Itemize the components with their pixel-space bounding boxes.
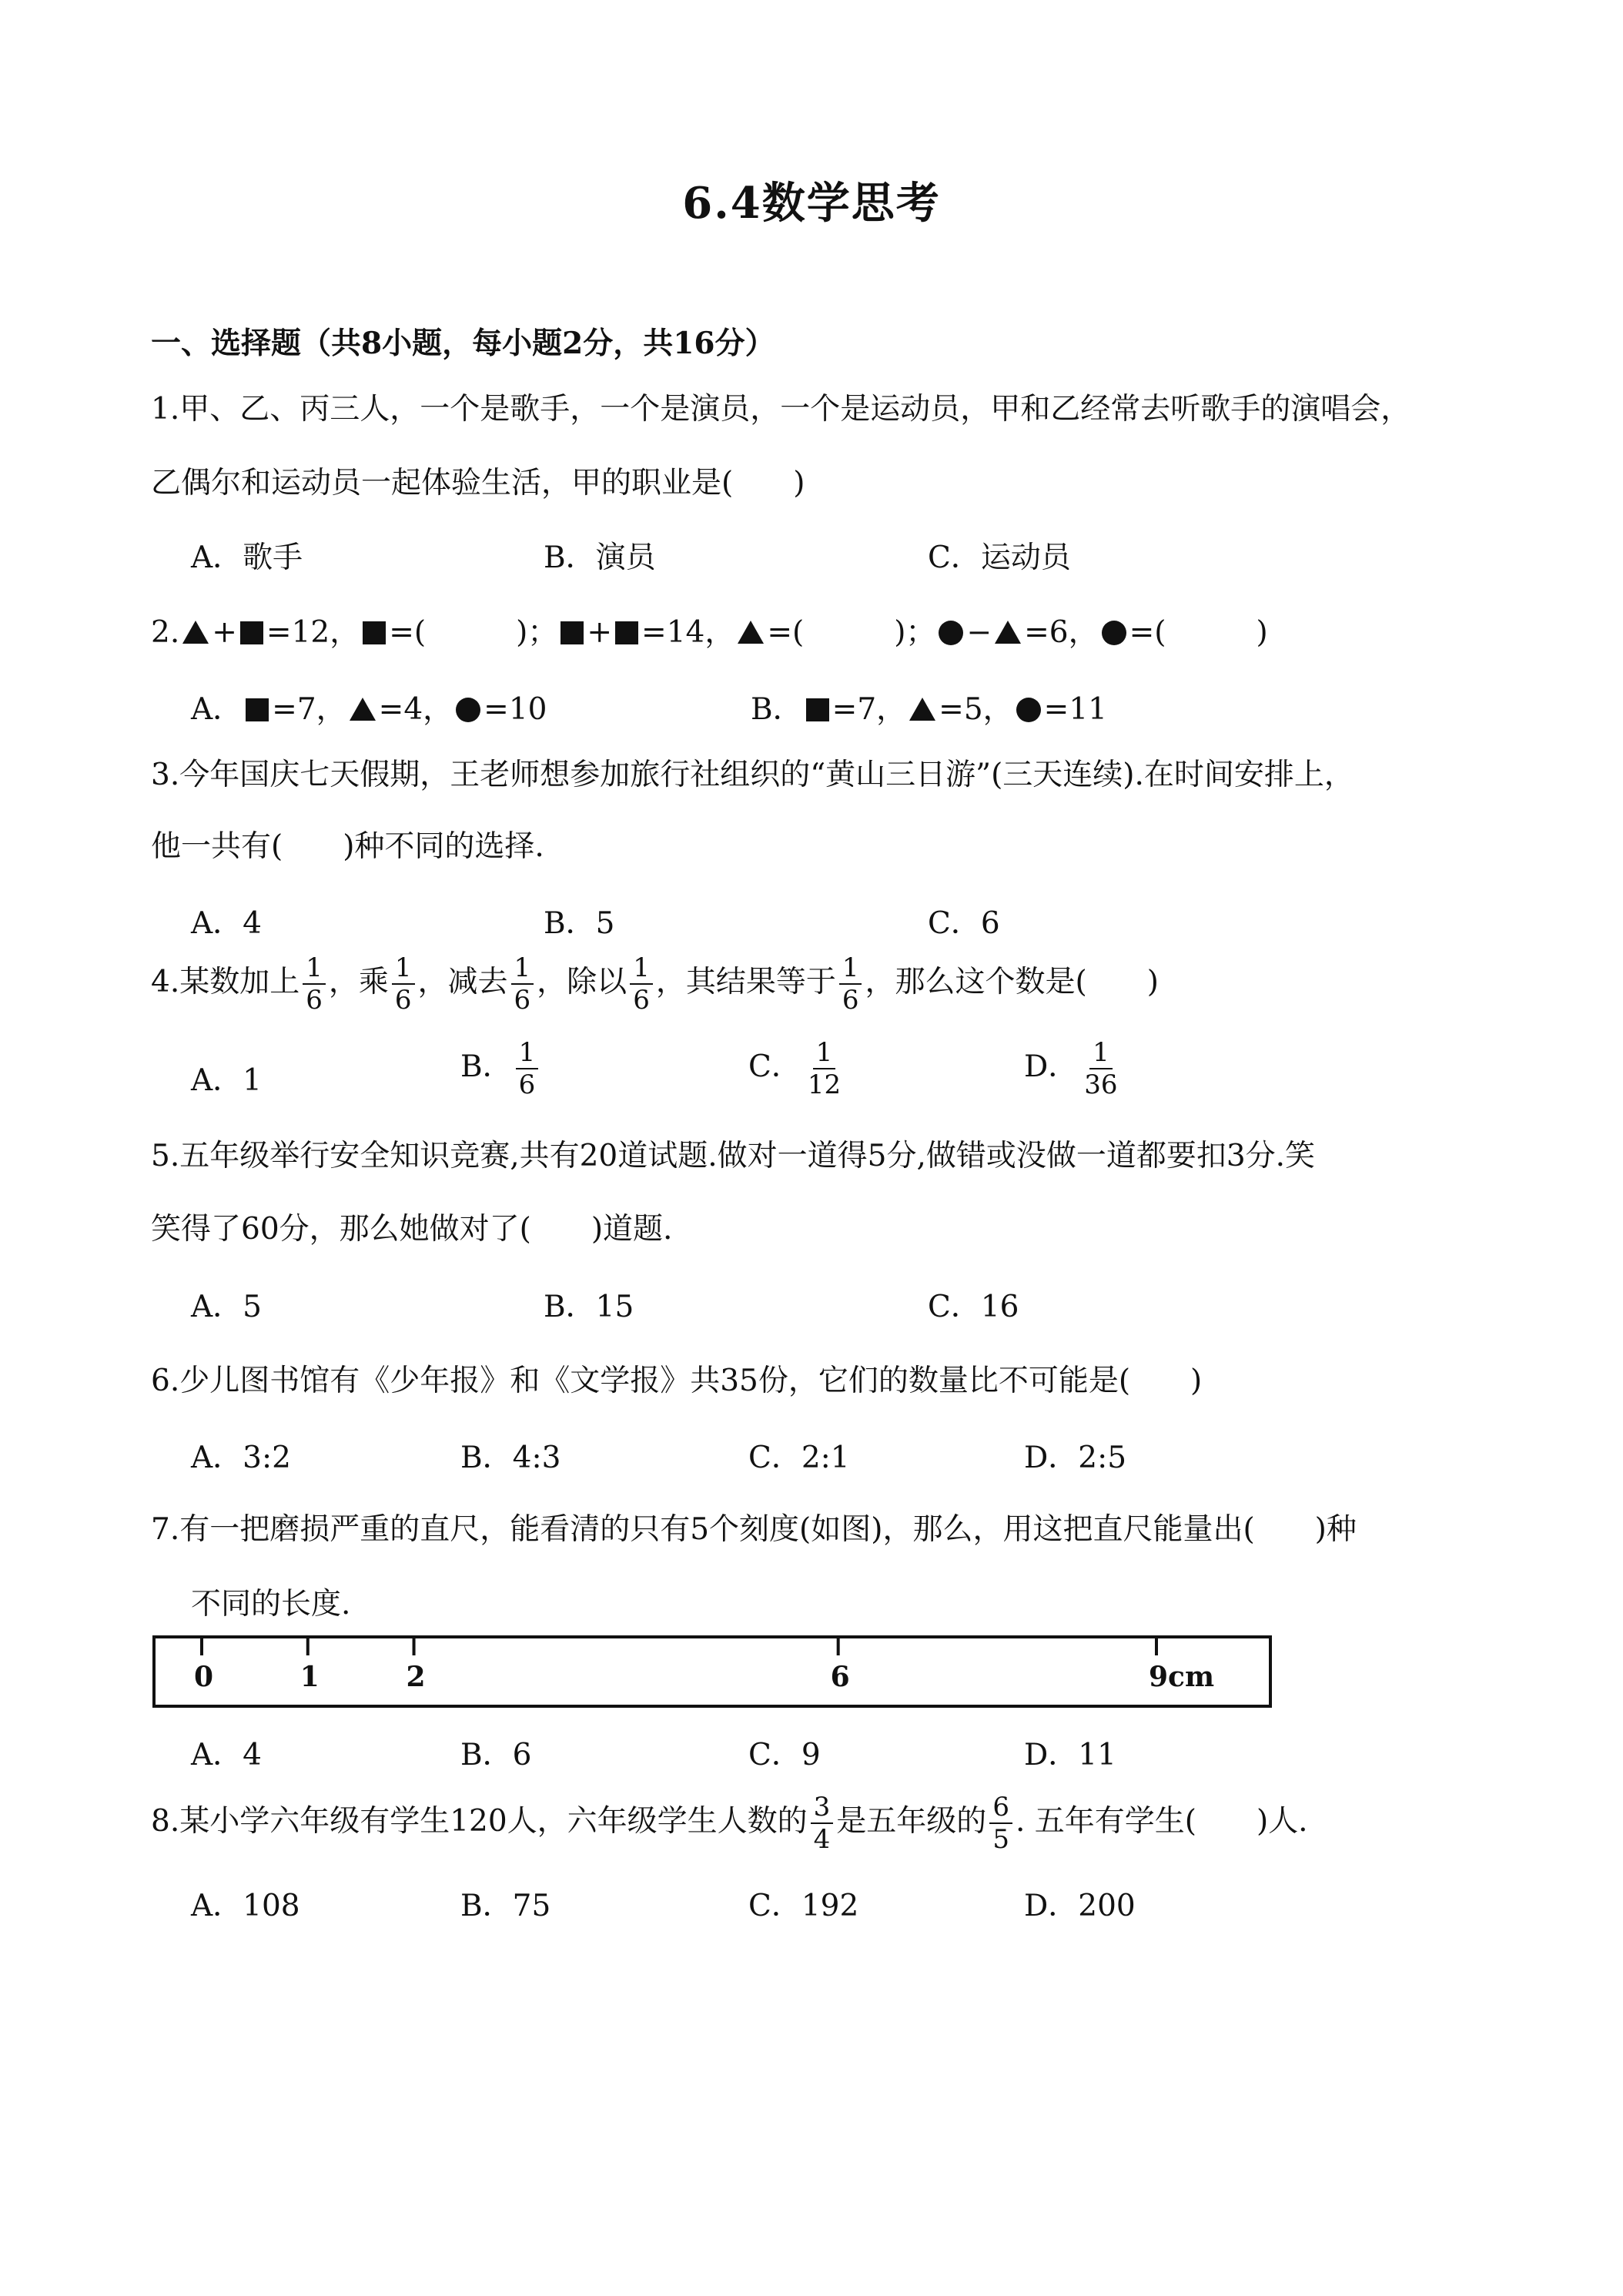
triangle-icon bbox=[182, 621, 209, 644]
q8-option-a[interactable]: A．108 bbox=[191, 1889, 300, 1923]
q5-option-b[interactable]: B．15 bbox=[544, 1290, 634, 1324]
q5-option-a[interactable]: A．5 bbox=[191, 1290, 262, 1324]
option-text: =4， bbox=[378, 692, 453, 727]
fraction-denominator: 4 bbox=[813, 1824, 831, 1855]
q4-text: ，其结果等于 bbox=[655, 965, 836, 999]
square-icon bbox=[246, 698, 269, 721]
q6-option-b[interactable]: B．4:3 bbox=[460, 1441, 561, 1475]
question-5-line-1: 5.五年级举行安全知识竞赛,共有20道试题.做对一道得5分,做错或没做一道都要扣3分.笑 bbox=[151, 1139, 1316, 1173]
option-text: =7， bbox=[272, 692, 346, 727]
fraction-numerator: 1 bbox=[392, 955, 415, 985]
fraction-numerator: 1 bbox=[516, 1039, 539, 1069]
q6-option-a[interactable]: A．3:2 bbox=[191, 1441, 291, 1475]
fraction-denominator: 6 bbox=[394, 985, 412, 1016]
fraction-numerator: 3 bbox=[811, 1794, 834, 1824]
q2-text: =6， bbox=[1024, 615, 1099, 650]
q3-option-a[interactable]: A．4 bbox=[191, 906, 262, 941]
question-2 bbox=[151, 608, 1268, 651]
q8-option-c[interactable]: C．192 bbox=[748, 1889, 859, 1923]
q4-text: ，除以 bbox=[537, 965, 627, 999]
q7-option-a[interactable]: A．4 bbox=[191, 1738, 262, 1772]
question-7-line-1: 7.有一把磨损严重的直尺，能看清的只有5个刻度(如图)，那么，用这把直尺能量出( )种 bbox=[151, 1512, 1357, 1547]
option-label: C． bbox=[748, 1049, 801, 1084]
triangle-icon bbox=[995, 621, 1021, 644]
option-label: B． bbox=[751, 692, 803, 727]
q8-text: . 五年有学生( )人. bbox=[1015, 1804, 1308, 1839]
q2-blank-1: =( )； bbox=[389, 615, 558, 650]
fraction-denominator: 6 bbox=[514, 985, 531, 1016]
ruler-tick-label-4: 9cm bbox=[1149, 1661, 1215, 1693]
q8-text: 是五年级的 bbox=[836, 1804, 987, 1839]
q8-option-d[interactable]: D．200 bbox=[1024, 1889, 1136, 1923]
fraction-numerator: 1 bbox=[303, 955, 326, 985]
triangle-icon bbox=[909, 698, 935, 721]
q8-text: 8.某小学六年级有学生120人，六年级学生人数的 bbox=[151, 1804, 808, 1839]
q2-text: + bbox=[212, 615, 237, 650]
q2-text: =12， bbox=[266, 615, 360, 650]
option-text: =10 bbox=[484, 692, 547, 727]
q2-blank-2: =( )； bbox=[767, 615, 936, 650]
question-4 bbox=[151, 952, 1159, 1016]
question-1-line-2: 乙偶尔和运动员一起体验生活，甲的职业是( ) bbox=[151, 466, 805, 500]
q4-option-b[interactable] bbox=[460, 1039, 541, 1098]
fraction bbox=[516, 1039, 539, 1098]
q7-option-b[interactable]: B．6 bbox=[460, 1738, 532, 1772]
q5-option-c[interactable]: C．16 bbox=[928, 1290, 1019, 1324]
q4-option-a[interactable]: A．1 bbox=[191, 1063, 262, 1098]
fraction-numerator: 1 bbox=[511, 955, 534, 985]
circle-icon bbox=[1016, 698, 1041, 722]
fraction bbox=[989, 1794, 1012, 1853]
fraction bbox=[805, 1039, 844, 1098]
q2-text: − bbox=[966, 615, 992, 650]
q7-option-d[interactable]: D．11 bbox=[1024, 1738, 1116, 1772]
question-3-line-1: 3.今年国庆七天假期，王老师想参加旅行社组织的“黄山三日游”(三天连续).在时间安排上， bbox=[151, 758, 1354, 792]
fraction-denominator: 6 bbox=[518, 1069, 536, 1100]
q4-text: ，减去 bbox=[417, 965, 508, 999]
fraction bbox=[839, 952, 862, 1016]
fraction bbox=[392, 952, 415, 1016]
ruler-tick-label-3: 6 bbox=[830, 1661, 850, 1693]
option-label: D． bbox=[1024, 1049, 1079, 1084]
q2-blank-3: =( ) bbox=[1129, 615, 1268, 650]
square-icon bbox=[806, 698, 829, 721]
question-3-line-2: 他一共有( )种不同的选择. bbox=[151, 829, 544, 864]
fraction-numerator: 1 bbox=[839, 955, 862, 985]
fraction bbox=[511, 952, 534, 1016]
q2-option-a[interactable] bbox=[191, 685, 547, 728]
fraction bbox=[630, 952, 653, 1016]
square-icon bbox=[240, 621, 263, 644]
q2-text: =14， bbox=[641, 615, 735, 650]
q2-text: + bbox=[587, 615, 613, 650]
square-icon bbox=[615, 621, 638, 644]
fraction-denominator: 5 bbox=[992, 1824, 1009, 1855]
fraction bbox=[1081, 1039, 1120, 1098]
question-2-number: 2. bbox=[151, 615, 180, 650]
fraction-denominator: 6 bbox=[633, 985, 650, 1016]
q4-option-d[interactable] bbox=[1024, 1039, 1124, 1098]
q6-option-c[interactable]: C．2:1 bbox=[748, 1441, 850, 1475]
option-label: A． bbox=[191, 692, 243, 727]
square-icon bbox=[561, 621, 584, 644]
option-text: =5， bbox=[939, 692, 1013, 727]
question-8 bbox=[151, 1794, 1308, 1853]
fraction-numerator: 1 bbox=[1089, 1039, 1113, 1069]
circle-icon bbox=[1102, 621, 1126, 645]
fraction-denominator: 6 bbox=[306, 985, 323, 1016]
q1-option-c[interactable]: C．运动员 bbox=[928, 541, 1071, 575]
ruler-tick-label-2: 2 bbox=[406, 1661, 426, 1693]
fraction-numerator: 1 bbox=[813, 1039, 836, 1069]
q4-text: 4.某数加上 bbox=[151, 965, 300, 999]
ruler-body bbox=[154, 1637, 1270, 1706]
option-label: B． bbox=[460, 1049, 513, 1084]
ruler-tick-label-0: 0 bbox=[194, 1661, 214, 1693]
fraction-denominator: 36 bbox=[1084, 1069, 1118, 1100]
page-title: 6.4数学思考 bbox=[682, 178, 941, 229]
q8-option-b[interactable]: B．75 bbox=[460, 1889, 551, 1923]
q1-option-a[interactable]: A．歌手 bbox=[191, 541, 303, 575]
fraction bbox=[303, 952, 326, 1016]
q4-text: ，那么这个数是( ) bbox=[865, 965, 1159, 999]
q2-option-b[interactable] bbox=[751, 685, 1107, 728]
q6-option-d[interactable]: D．2:5 bbox=[1024, 1441, 1127, 1475]
question-5-line-2: 笑得了60分，那么她做对了( )道题. bbox=[151, 1212, 673, 1247]
q4-text: ，乘 bbox=[328, 965, 389, 999]
question-1-line-1: 1.甲、乙、丙三人，一个是歌手，一个是演员，一个是运动员，甲和乙经常去听歌手的演唱会， bbox=[151, 392, 1411, 427]
fraction-denominator: 12 bbox=[807, 1069, 842, 1100]
square-icon bbox=[363, 621, 386, 644]
fraction-denominator: 6 bbox=[842, 985, 859, 1016]
fraction bbox=[811, 1794, 834, 1853]
circle-icon bbox=[939, 621, 963, 645]
triangle-icon bbox=[738, 621, 764, 644]
fraction-numerator: 1 bbox=[630, 955, 653, 985]
circle-icon bbox=[456, 698, 480, 722]
section-heading: 一、选择题（共8小题，每小题2分，共16分） bbox=[151, 326, 775, 361]
fraction-numerator: 6 bbox=[989, 1794, 1012, 1824]
q4-option-c[interactable] bbox=[748, 1039, 847, 1098]
q3-option-c[interactable]: C．6 bbox=[928, 906, 1000, 941]
q3-option-b[interactable]: B．5 bbox=[544, 906, 615, 941]
ruler-tick-label-1: 1 bbox=[300, 1661, 320, 1693]
ruler-figure bbox=[151, 1632, 1298, 1717]
q7-option-c[interactable]: C．9 bbox=[748, 1738, 821, 1772]
option-text: =11 bbox=[1043, 692, 1107, 727]
question-7-line-2: 不同的长度. bbox=[191, 1587, 351, 1622]
q1-option-b[interactable]: B．演员 bbox=[544, 541, 656, 575]
option-text: =7， bbox=[832, 692, 907, 727]
triangle-icon bbox=[350, 698, 376, 721]
question-6-line-1: 6.少儿图书馆有《少年报》和《文学报》共35份，它们的数量比不可能是( ) bbox=[151, 1364, 1203, 1398]
